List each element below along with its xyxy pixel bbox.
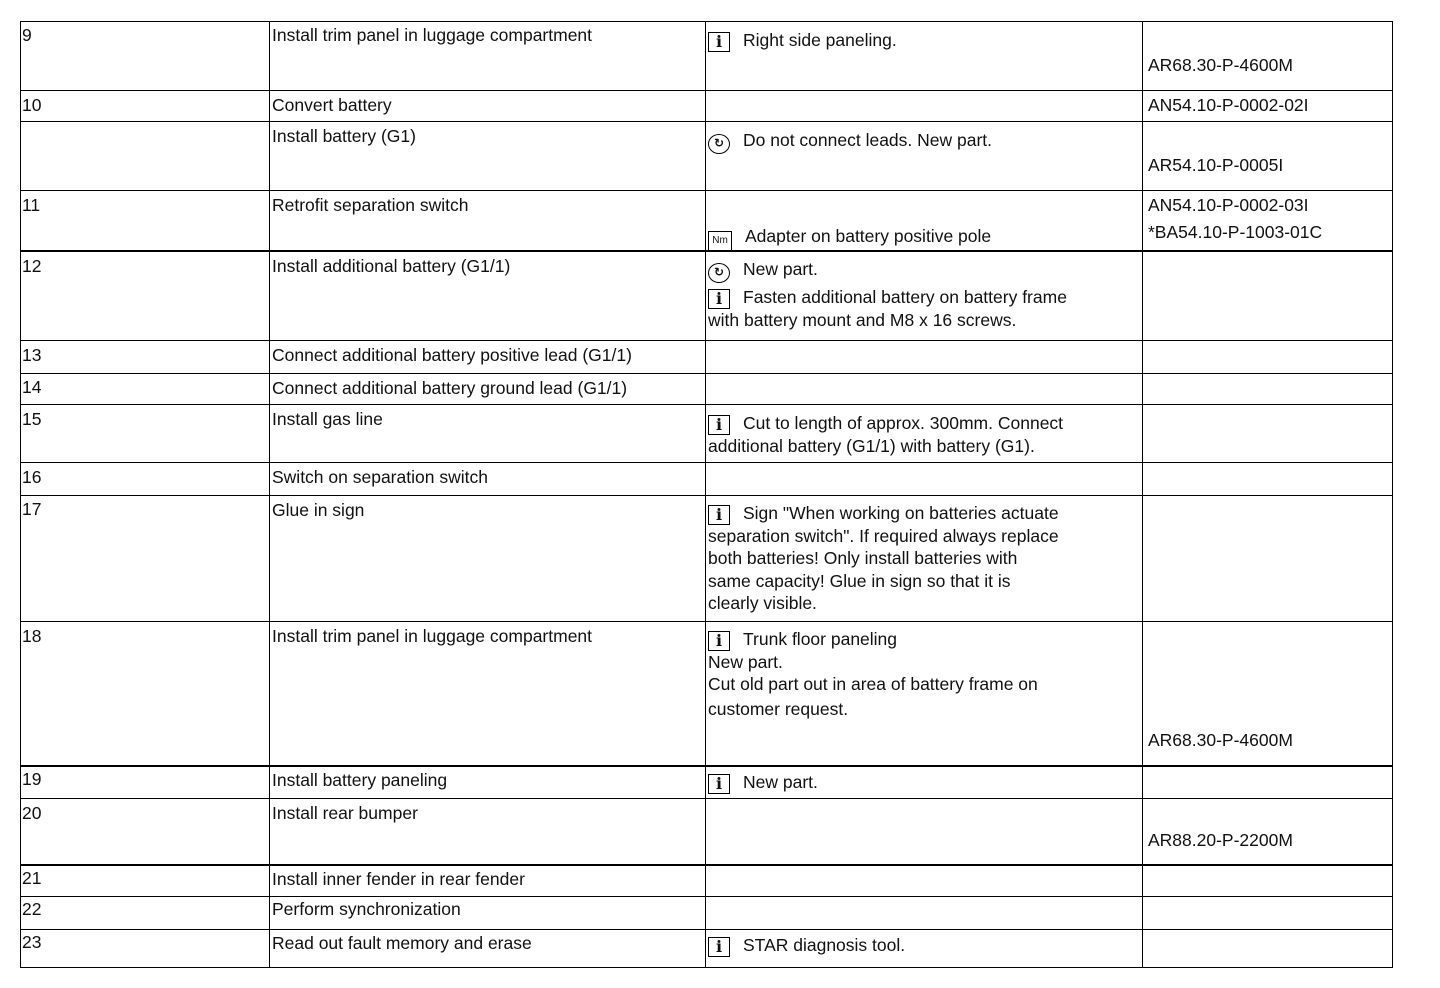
step-description: Connect additional battery ground lead (G1/1) bbox=[272, 378, 628, 398]
table-row bbox=[20, 462, 1393, 495]
step-note: Nm Adapter on battery positive pole bbox=[708, 225, 1138, 248]
table-row bbox=[20, 864, 1393, 896]
step-description: Connect additional battery positive lead (G1/1) bbox=[272, 345, 632, 365]
info-icon: i bbox=[708, 415, 730, 435]
step-number: 17 bbox=[22, 499, 42, 519]
step-number: 21 bbox=[22, 868, 42, 888]
step-description: Install battery (G1) bbox=[272, 126, 416, 146]
step-description: Switch on separation switch bbox=[272, 467, 488, 487]
step-number: 11 bbox=[22, 195, 41, 215]
reference-link[interactable]: AR54.10-P-0005I bbox=[1148, 155, 1284, 175]
table-row bbox=[20, 190, 1393, 250]
table-row bbox=[20, 929, 1393, 967]
step-note: i Trunk floor paneling New part. Cut old part out in area of battery frame on customer request. bbox=[708, 629, 1038, 719]
info-icon: i bbox=[708, 774, 730, 794]
step-number: 9 bbox=[22, 25, 32, 45]
table-row bbox=[20, 340, 1393, 373]
step-number: 14 bbox=[22, 377, 42, 397]
step-description: Glue in sign bbox=[272, 500, 365, 520]
step-note: i New part. bbox=[708, 771, 1138, 794]
torque-nm-icon: Nm bbox=[708, 231, 732, 251]
step-description: Read out fault memory and erase bbox=[272, 933, 532, 953]
reference-link[interactable]: AR68.30-P-4600M bbox=[1148, 55, 1293, 75]
step-number: 22 bbox=[22, 899, 42, 919]
table-row bbox=[20, 90, 1393, 121]
table-row bbox=[20, 621, 1393, 765]
info-icon: i bbox=[708, 32, 730, 52]
step-number: 16 bbox=[22, 467, 42, 487]
info-icon: i bbox=[708, 505, 730, 525]
step-number: 15 bbox=[22, 409, 42, 429]
table-row bbox=[20, 404, 1393, 462]
info-icon: i bbox=[708, 631, 730, 651]
step-description: Install rear bumper bbox=[272, 803, 418, 823]
reference-link[interactable]: AR88.20-P-2200M bbox=[1148, 830, 1293, 850]
step-number: 20 bbox=[22, 803, 42, 823]
step-note: i Sign "When working on batteries actuate separation switch". If required always replace both batteries! Only install batteries with same capacity! Glue in sign so that it is clearly visible. bbox=[708, 503, 1059, 613]
step-description: Install gas line bbox=[272, 409, 383, 429]
step-number: 18 bbox=[22, 626, 42, 646]
step-number: 19 bbox=[22, 769, 42, 789]
step-description: Convert battery bbox=[272, 95, 392, 115]
step-number: 12 bbox=[22, 256, 42, 276]
step-note: i Cut to length of approx. 300mm. Connect additional battery (G1/1) with battery (G1). bbox=[708, 413, 1064, 456]
new-part-icon: ↻ bbox=[708, 134, 730, 154]
table-row bbox=[20, 765, 1393, 798]
step-description: Install trim panel in luggage compartment bbox=[272, 25, 593, 45]
reference-link[interactable]: AR68.30-P-4600M bbox=[1148, 730, 1293, 750]
table-row bbox=[20, 250, 1393, 340]
table-row bbox=[20, 896, 1393, 929]
step-note: i Right side paneling. bbox=[708, 29, 1138, 52]
step-note: ↻ Do not connect leads. New part. bbox=[708, 129, 1138, 152]
step-number: 23 bbox=[22, 932, 42, 952]
step-number: 10 bbox=[22, 95, 42, 115]
table-row bbox=[20, 373, 1393, 404]
step-description: Install trim panel in luggage compartment bbox=[272, 626, 593, 646]
table-row bbox=[20, 798, 1393, 864]
step-description: Retrofit separation switch bbox=[272, 195, 469, 215]
info-icon: i bbox=[708, 289, 730, 309]
step-description: Install inner fender in rear fender bbox=[272, 869, 525, 889]
reference-link[interactable]: *BA54.10-P-1003-01C bbox=[1148, 222, 1323, 242]
table-row bbox=[20, 21, 1393, 90]
table-row bbox=[20, 121, 1393, 190]
table-row bbox=[20, 495, 1393, 621]
step-note: ↻ New part. i Fasten additional battery on battery frame with battery mount and M8 x 16 screws. bbox=[708, 259, 1067, 330]
step-description: Install battery paneling bbox=[272, 770, 448, 790]
step-note: i STAR diagnosis tool. bbox=[708, 934, 1138, 957]
step-description: Install additional battery (G1/1) bbox=[272, 256, 511, 276]
reference-link[interactable]: AN54.10-P-0002-02I bbox=[1148, 95, 1309, 115]
new-part-icon: ↻ bbox=[708, 263, 730, 283]
step-description: Perform synchronization bbox=[272, 899, 461, 919]
step-number: 13 bbox=[22, 345, 42, 365]
info-icon: i bbox=[708, 937, 730, 957]
reference-link[interactable]: AN54.10-P-0002-03I bbox=[1148, 195, 1309, 215]
